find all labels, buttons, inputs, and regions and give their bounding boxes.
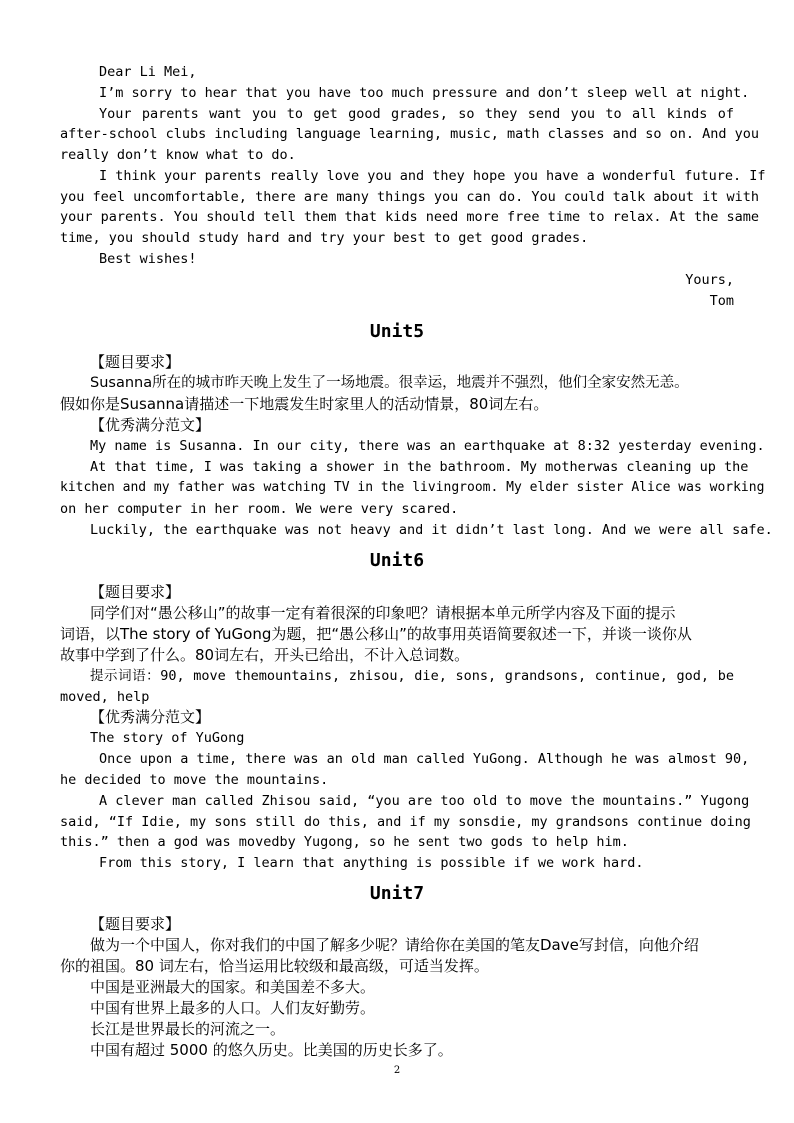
page-number: 2 — [393, 1065, 401, 1076]
unit6-sample-line: From this story, I learn that anything is possible if we work hard. — [99, 855, 644, 871]
unit6-hint-line: 提示词语：90, move themountains, zhisou, die, sons, grandsons, continue, god, be — [90, 668, 734, 684]
unit6-requirement-label: 【题目要求】 — [90, 583, 181, 601]
letter-paragraph-3-line: your parents. You should tell them that kids need more free time to relax. At the same — [60, 209, 759, 225]
unit7-point: 中国有世界上最多的人口。人们友好勤劳。 — [90, 999, 376, 1017]
unit5-requirement-line: Susanna所在的城市昨天晚上发生了一场地震。很幸运，地震并不强烈，他们全家安然无恙。 — [90, 375, 689, 391]
unit6-sample-label: 【优秀满分范文】 — [90, 708, 211, 726]
unit7-heading: Unit7 — [369, 883, 425, 904]
unit6-hint-line: moved, help — [60, 689, 150, 705]
unit6-sample-title: The story of YuGong — [90, 730, 245, 746]
unit6-sample-line: this.” then a god was movedby Yugong, so he sent two gods to help him. — [60, 834, 629, 850]
letter-paragraph-3-line: I think your parents really love you and they hope you have a wonderful future. If — [99, 168, 766, 184]
unit5-requirement-label: 【题目要求】 — [90, 353, 181, 371]
unit5-sample-line: My name is Susanna. In our city, there was an earthquake at 8:32 yesterday evening. — [90, 438, 765, 454]
unit5-sample-line: kitchen and my father was watching TV in the livingroom. My elder sister Alice was working — [60, 480, 765, 495]
unit7-point: 中国有超过 5000 的悠久历史。比美国的历史长多了。 — [90, 1041, 453, 1059]
letter-closing: Best wishes! — [99, 251, 197, 267]
unit6-sample-line: Once upon a time, there was an old man called YuGong. Although he was almost 90, — [99, 751, 750, 767]
letter-paragraph-1: I’m sorry to hear that you have too much pressure and don’t sleep well at night. — [99, 85, 750, 101]
letter-salutation: Dear Li Mei, — [99, 64, 197, 80]
unit6-sample-line: A clever man called Zhisou said, “you are too old to move the mountains.” Yugong — [99, 793, 750, 809]
unit5-sample-line: on her computer in her room. We were very scared. — [60, 501, 459, 517]
letter-signoff: Yours, — [685, 272, 734, 288]
unit6-requirement-line: 词语，以The story of YuGong为题，把“愚公移山”的故事用英语简要叙述一下，并谈一谈你从 — [60, 625, 692, 643]
letter-paragraph-2-line: really don’t know what to do. — [60, 147, 296, 163]
unit5-sample-label: 【优秀满分范文】 — [90, 416, 211, 434]
letter-signature: Tom — [709, 293, 734, 309]
unit5-requirement-line: 假如你是Susanna请描述一下地震发生时家里人的活动情景，80词左右。 — [60, 395, 549, 413]
unit7-requirement-label: 【题目要求】 — [90, 915, 181, 933]
letter-paragraph-2-line: Your parents want you to get good grades, so they send you to all kinds of — [99, 106, 734, 122]
letter-paragraph-3-line: you feel uncomfortable, there are many things you can do. You could talk about it with — [60, 189, 759, 205]
unit6-sample-line: said, “If Idie, my sons still do this, and if my sonsdie, my grandsons continue doing — [60, 814, 751, 830]
unit6-heading: Unit6 — [369, 550, 425, 571]
unit7-requirement-line: 做为一个中国人，你对我们的中国了解多少呢？请给你在美国的笔友Dave写封信，向他介绍 — [90, 936, 699, 954]
unit7-requirement-line: 你的祖国。80 词左右，恰当运用比较级和最高级，可适当发挥。 — [60, 957, 489, 975]
unit7-point: 长江是世界最长的河流之一。 — [90, 1020, 286, 1038]
unit6-requirement-line: 故事中学到了什么。80词左右，开头已给出，不计入总词数。 — [60, 646, 470, 664]
unit6-requirement-line: 同学们对“愚公移山”的故事一定有着很深的印象吧？请根据本单元所学内容及下面的提示 — [90, 604, 676, 622]
unit5-heading: Unit5 — [369, 321, 425, 342]
unit7-point: 中国是亚洲最大的国家。和美国差不多大。 — [90, 978, 376, 996]
letter-paragraph-3-line: time, you should study hard and try your best to get good grades. — [60, 230, 589, 246]
letter-paragraph-2-line: after-school clubs including language learning, music, math classes and so on. And you — [60, 126, 759, 142]
unit5-sample-line: At that time, I was taking a shower in the bathroom. My motherwas cleaning up the — [90, 459, 749, 475]
unit6-sample-line: he decided to move the mountains. — [60, 772, 329, 788]
unit5-sample-line: Luckily, the earthquake was not heavy and it didn’t last long. And we were all safe. — [90, 522, 773, 538]
